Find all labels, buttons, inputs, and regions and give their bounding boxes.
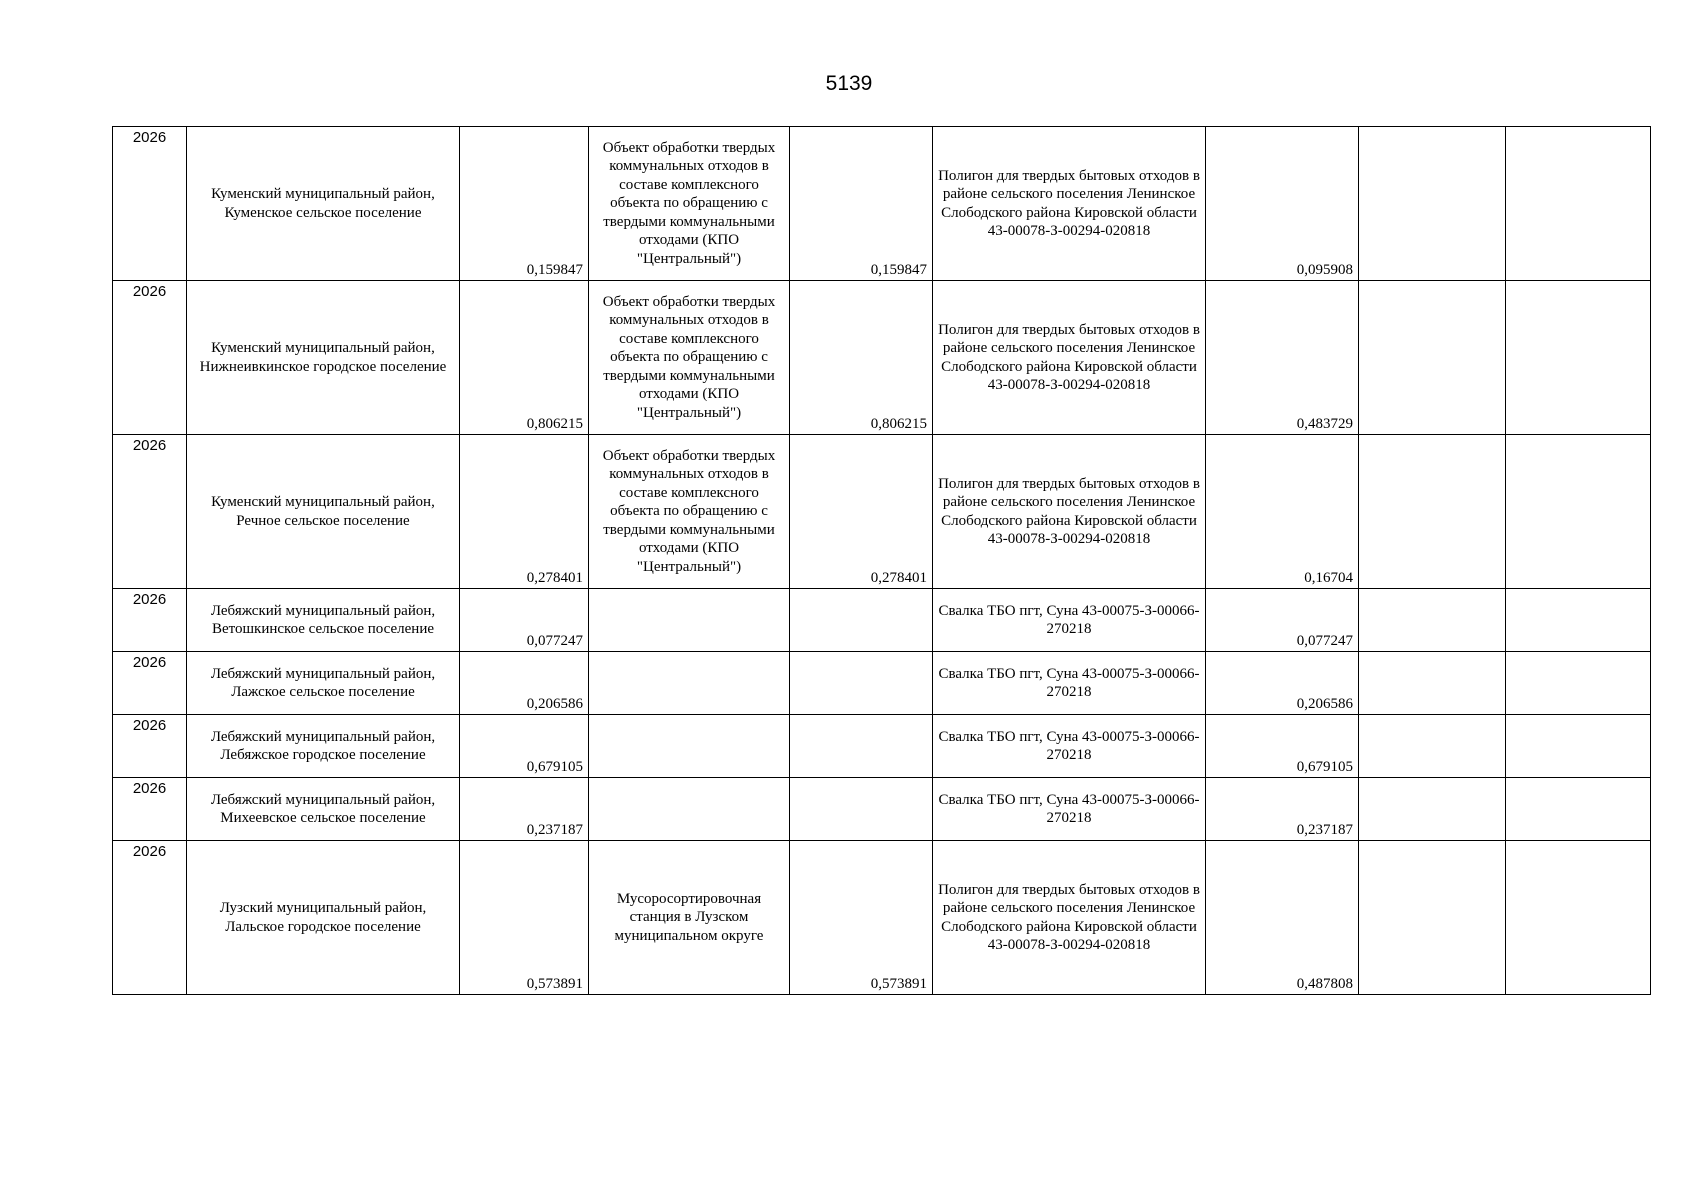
extra-1-cell: [1359, 715, 1506, 778]
table-row: [113, 778, 1651, 841]
value-3-cell: 0,095908: [1206, 127, 1359, 281]
municipality-cell: Лебяжский муниципальный район, Лажское сельское поселение: [187, 652, 460, 715]
value-1-cell: 0,573891: [460, 841, 589, 995]
municipality-cell: Куменский муниципальный район, Куменское сельское поселение: [187, 127, 460, 281]
municipality-cell: Куменский муниципальный район, Речное сельское поселение: [187, 435, 460, 589]
extra-1-cell: [1359, 127, 1506, 281]
extra-2-cell: [1506, 715, 1651, 778]
processing-object-cell: [589, 715, 790, 778]
table-row: [113, 589, 1651, 652]
municipality-cell: Лебяжский муниципальный район, Михеевское сельское поселение: [187, 778, 460, 841]
table-row: [113, 841, 1651, 995]
extra-1-cell: [1359, 589, 1506, 652]
page-number: 5139: [825, 72, 873, 95]
municipality-cell: Куменский муниципальный район, Нижнеивкинское городское поселение: [187, 281, 460, 435]
year-cell: 2026: [113, 589, 187, 652]
extra-2-cell: [1506, 127, 1651, 281]
processing-object-cell: Мусоросортировочная станция в Лузском муниципальном округе: [589, 841, 790, 995]
disposal-object-cell: Свалка ТБО пгт, Суна 43-00075-З-00066-270218: [933, 715, 1206, 778]
value-2-cell: 0,278401: [790, 435, 933, 589]
disposal-object-cell: Полигон для твердых бытовых отходов в районе сельского поселения Ленинское Слободского района Кировской области 43-00078-З-00294-020818: [933, 127, 1206, 281]
processing-object-cell: [589, 589, 790, 652]
value-1-cell: 0,159847: [460, 127, 589, 281]
processing-object-cell: Объект обработки твердых коммунальных отходов в составе комплексного объекта по обращению с твердыми коммунальными отходами (КПО "Центральный"): [589, 435, 790, 589]
waste-flow-table: [112, 126, 1651, 995]
year-cell: 2026: [113, 281, 187, 435]
disposal-object-cell: Полигон для твердых бытовых отходов в районе сельского поселения Ленинское Слободского района Кировской области 43-00078-З-00294-020818: [933, 435, 1206, 589]
disposal-object-cell: Свалка ТБО пгт, Суна 43-00075-З-00066-270218: [933, 778, 1206, 841]
extra-2-cell: [1506, 778, 1651, 841]
extra-1-cell: [1359, 841, 1506, 995]
processing-object-cell: [589, 778, 790, 841]
value-1-cell: 0,679105: [460, 715, 589, 778]
extra-2-cell: [1506, 435, 1651, 589]
disposal-object-cell: Полигон для твердых бытовых отходов в районе сельского поселения Ленинское Слободского района Кировской области 43-00078-З-00294-020818: [933, 281, 1206, 435]
value-3-cell: 0,237187: [1206, 778, 1359, 841]
year-cell: 2026: [113, 715, 187, 778]
value-1-cell: 0,077247: [460, 589, 589, 652]
extra-1-cell: [1359, 435, 1506, 589]
disposal-object-cell: Свалка ТБО пгт, Суна 43-00075-З-00066-270218: [933, 652, 1206, 715]
year-cell: 2026: [113, 778, 187, 841]
value-2-cell: [790, 715, 933, 778]
year-cell: 2026: [113, 127, 187, 281]
table-row: [113, 127, 1651, 281]
municipality-cell: Лебяжский муниципальный район, Лебяжское городское поселение: [187, 715, 460, 778]
extra-1-cell: [1359, 281, 1506, 435]
municipality-cell: Лузский муниципальный район, Лальское городское поселение: [187, 841, 460, 995]
disposal-object-cell: Полигон для твердых бытовых отходов в районе сельского поселения Ленинское Слободского района Кировской области 43-00078-З-00294-020818: [933, 841, 1206, 995]
value-1-cell: 0,806215: [460, 281, 589, 435]
extra-2-cell: [1506, 841, 1651, 995]
year-cell: 2026: [113, 435, 187, 589]
value-1-cell: 0,278401: [460, 435, 589, 589]
table-row: [113, 281, 1651, 435]
extra-2-cell: [1506, 281, 1651, 435]
value-3-cell: 0,206586: [1206, 652, 1359, 715]
processing-object-cell: Объект обработки твердых коммунальных отходов в составе комплексного объекта по обращению с твердыми коммунальными отходами (КПО "Центральный"): [589, 127, 790, 281]
extra-2-cell: [1506, 652, 1651, 715]
processing-object-cell: [589, 652, 790, 715]
table-row: [113, 715, 1651, 778]
year-cell: 2026: [113, 841, 187, 995]
value-1-cell: 0,206586: [460, 652, 589, 715]
extra-2-cell: [1506, 589, 1651, 652]
value-2-cell: [790, 778, 933, 841]
value-3-cell: 0,16704: [1206, 435, 1359, 589]
value-1-cell: 0,237187: [460, 778, 589, 841]
value-3-cell: 0,679105: [1206, 715, 1359, 778]
value-2-cell: [790, 652, 933, 715]
table-row: [113, 652, 1651, 715]
value-2-cell: 0,806215: [790, 281, 933, 435]
value-2-cell: 0,573891: [790, 841, 933, 995]
municipality-cell: Лебяжский муниципальный район, Ветошкинское сельское поселение: [187, 589, 460, 652]
value-3-cell: 0,487808: [1206, 841, 1359, 995]
processing-object-cell: Объект обработки твердых коммунальных отходов в составе комплексного объекта по обращению с твердыми коммунальными отходами (КПО "Центральный"): [589, 281, 790, 435]
value-2-cell: 0,159847: [790, 127, 933, 281]
value-2-cell: [790, 589, 933, 652]
value-3-cell: 0,077247: [1206, 589, 1359, 652]
extra-1-cell: [1359, 652, 1506, 715]
extra-1-cell: [1359, 778, 1506, 841]
year-cell: 2026: [113, 652, 187, 715]
value-3-cell: 0,483729: [1206, 281, 1359, 435]
disposal-object-cell: Свалка ТБО пгт, Суна 43-00075-З-00066-270218: [933, 589, 1206, 652]
table-row: [113, 435, 1651, 589]
